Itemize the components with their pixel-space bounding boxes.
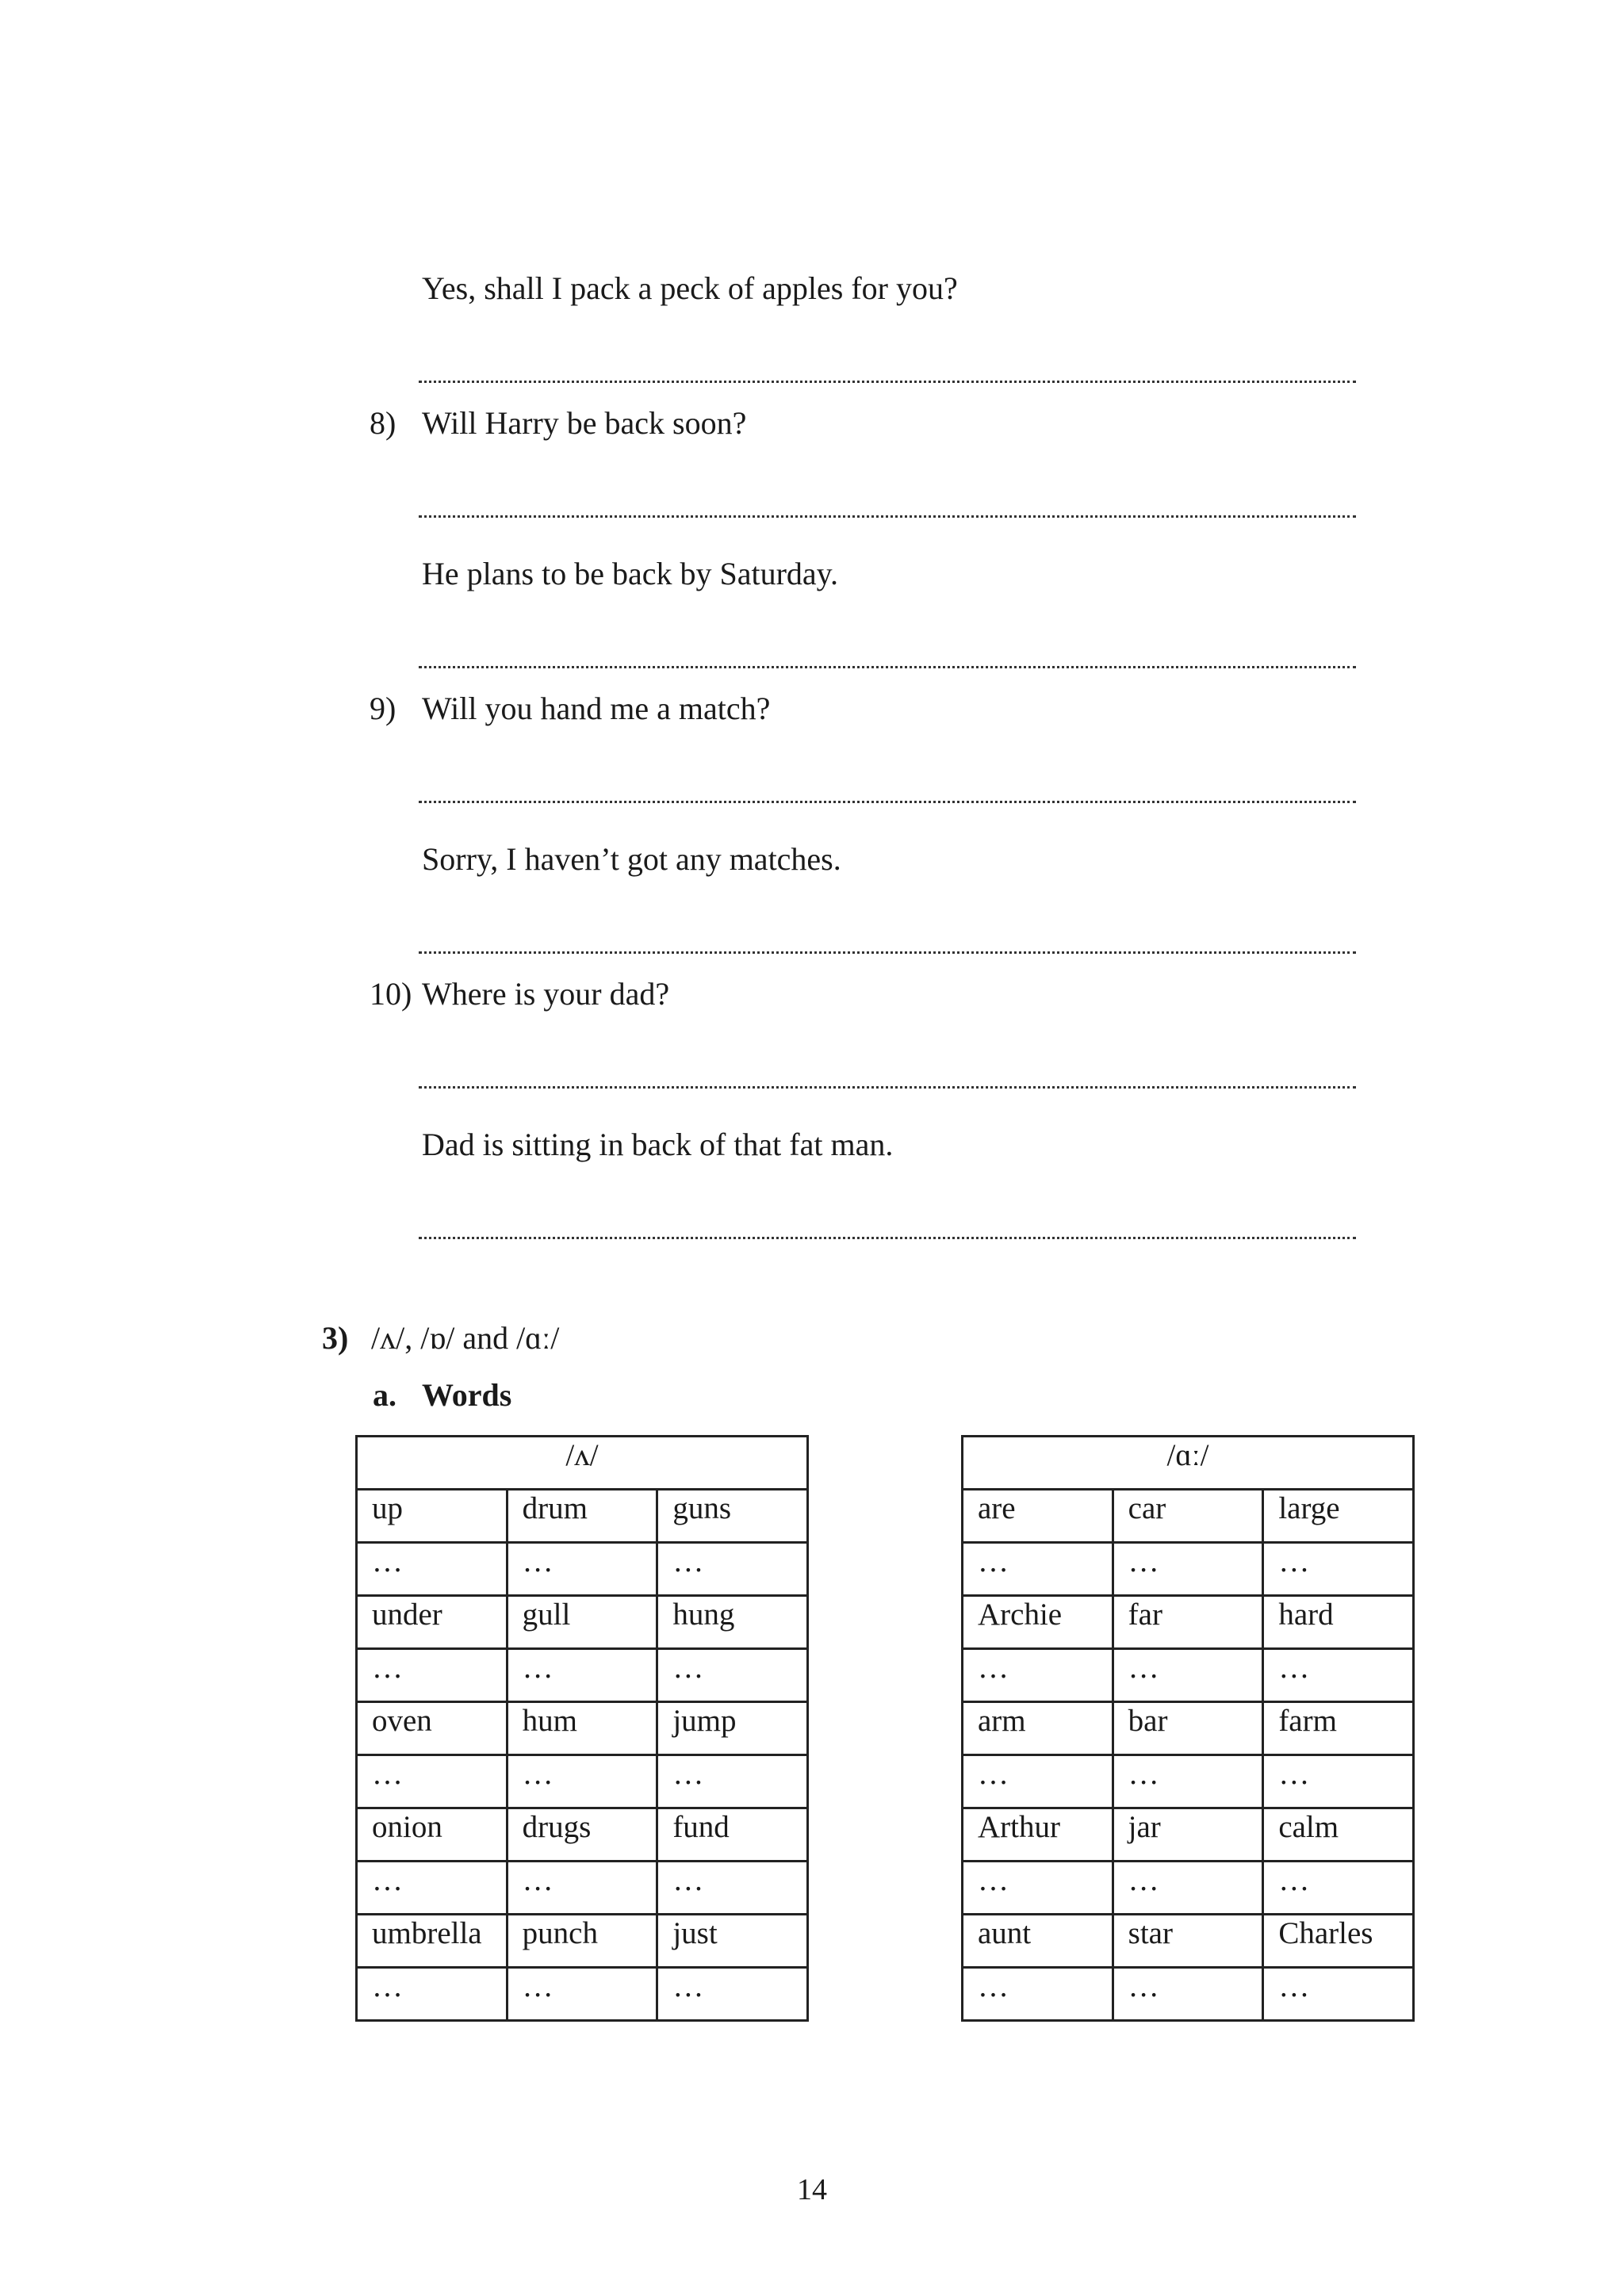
table-cell[interactable]: … [1113, 1543, 1263, 1596]
table-row [357, 1649, 808, 1702]
table-cell[interactable]: … [963, 1862, 1113, 1915]
table-cell: far [1113, 1596, 1263, 1649]
table-cell[interactable]: … [507, 1862, 657, 1915]
table-cell[interactable]: … [357, 1649, 508, 1702]
table-cell: star [1113, 1915, 1263, 1968]
table-cell: aunt [963, 1915, 1113, 1968]
table-cell: punch [507, 1915, 657, 1968]
table-cell: car [1113, 1490, 1263, 1543]
table-row [963, 1543, 1414, 1596]
table-row [963, 1702, 1414, 1755]
table-row [963, 1968, 1414, 2021]
sentence-line: Yes, shall I pack a peck of apples for you? [422, 270, 958, 306]
table-row [357, 1862, 808, 1915]
table-row [963, 1490, 1414, 1543]
table-cell: farm [1263, 1702, 1414, 1755]
table-header: /ʌ/ [357, 1437, 808, 1490]
table-cell: hum [507, 1702, 657, 1755]
table-row [963, 1862, 1414, 1915]
table-cell: just [657, 1915, 808, 1968]
subsection-letter: a. [373, 1377, 396, 1413]
table-cell[interactable]: … [963, 1755, 1113, 1808]
table-cell[interactable]: … [357, 1755, 508, 1808]
answer-line[interactable] [419, 1086, 1356, 1089]
table-cell: large [1263, 1490, 1414, 1543]
question-number: 8) [370, 405, 396, 441]
table-cell[interactable]: … [507, 1968, 657, 2021]
section-title: /ʌ/, /ɒ/ and /ɑː/ [371, 1320, 560, 1356]
table-cell: guns [657, 1490, 808, 1543]
table-cell[interactable]: … [357, 1968, 508, 2021]
table-cell: drum [507, 1490, 657, 1543]
table-cell: up [357, 1490, 508, 1543]
table-cell[interactable]: … [1263, 1968, 1414, 2021]
sentence-line: He plans to be back by Saturday. [422, 556, 839, 591]
table-row [963, 1755, 1414, 1808]
table-cell: Archie [963, 1596, 1113, 1649]
table-cell[interactable]: … [1113, 1968, 1263, 2021]
table-cell: oven [357, 1702, 508, 1755]
table-row [963, 1649, 1414, 1702]
table-cell[interactable]: … [963, 1649, 1113, 1702]
table-row [357, 1808, 808, 1862]
table-cell: jump [657, 1702, 808, 1755]
table-cell: bar [1113, 1702, 1263, 1755]
table-cell: hung [657, 1596, 808, 1649]
table-cell: fund [657, 1808, 808, 1862]
sentence-line: Dad is sitting in back of that fat man. [422, 1127, 894, 1162]
answer-line[interactable] [419, 951, 1356, 954]
table-cell[interactable]: … [1263, 1649, 1414, 1702]
table-cell: hard [1263, 1596, 1414, 1649]
table-cell[interactable]: … [1263, 1862, 1414, 1915]
answer-line[interactable] [419, 666, 1356, 668]
table-cell[interactable]: … [1263, 1543, 1414, 1596]
table-cell[interactable]: … [963, 1543, 1113, 1596]
table-row [357, 1755, 808, 1808]
question-text: Will Harry be back soon? [422, 405, 747, 441]
table-cell: calm [1263, 1808, 1414, 1862]
vowel-table-left [355, 1435, 809, 2022]
table-row [357, 1915, 808, 1968]
table-cell: drugs [507, 1808, 657, 1862]
answer-line[interactable] [419, 1237, 1356, 1239]
table-cell[interactable]: … [1263, 1755, 1414, 1808]
answer-line[interactable] [419, 381, 1356, 383]
table-row [357, 1702, 808, 1755]
table-cell[interactable]: … [657, 1968, 808, 2021]
table-cell[interactable]: … [1113, 1862, 1263, 1915]
subsection-title: Words [422, 1377, 512, 1413]
table-row [963, 1808, 1414, 1862]
question-number: 10) [370, 976, 412, 1012]
table-cell[interactable]: … [657, 1755, 808, 1808]
table-row [963, 1915, 1414, 1968]
answer-line[interactable] [419, 515, 1356, 518]
table-cell: gull [507, 1596, 657, 1649]
table-cell[interactable]: … [657, 1543, 808, 1596]
question-text: Will you hand me a match? [422, 691, 771, 726]
table-row [357, 1490, 808, 1543]
table-cell: umbrella [357, 1915, 508, 1968]
table-header: /ɑː/ [963, 1437, 1414, 1490]
table-cell[interactable]: … [507, 1649, 657, 1702]
table-cell: arm [963, 1702, 1113, 1755]
page-number: 14 [797, 2173, 827, 2206]
answer-line[interactable] [419, 801, 1356, 803]
table-row [963, 1596, 1414, 1649]
table-row [357, 1596, 808, 1649]
vowel-table-right [961, 1435, 1415, 2022]
table-cell[interactable]: … [1113, 1755, 1263, 1808]
table-cell[interactable]: … [657, 1862, 808, 1915]
table-row [357, 1968, 808, 2021]
question-number: 9) [370, 691, 396, 726]
table-cell: are [963, 1490, 1113, 1543]
table-cell[interactable]: … [507, 1755, 657, 1808]
sentence-line: Sorry, I haven’t got any matches. [422, 841, 841, 877]
table-cell[interactable]: … [507, 1543, 657, 1596]
table-cell[interactable]: … [1113, 1649, 1263, 1702]
question-text: Where is your dad? [422, 976, 670, 1012]
table-cell: under [357, 1596, 508, 1649]
table-cell: Arthur [963, 1808, 1113, 1862]
table-row [357, 1543, 808, 1596]
table-cell[interactable]: … [357, 1862, 508, 1915]
table-cell: jar [1113, 1808, 1263, 1862]
section-number: 3) [322, 1320, 349, 1356]
table-cell[interactable]: … [657, 1649, 808, 1702]
table-cell: Charles [1263, 1915, 1414, 1968]
table-cell: onion [357, 1808, 508, 1862]
table-cell[interactable]: … [357, 1543, 508, 1596]
table-cell[interactable]: … [963, 1968, 1113, 2021]
